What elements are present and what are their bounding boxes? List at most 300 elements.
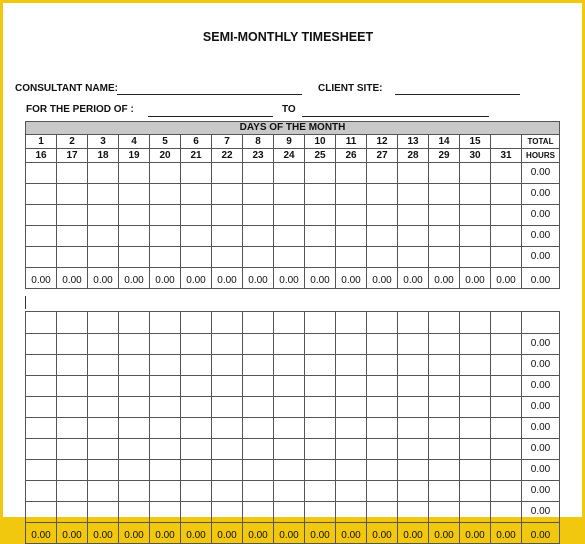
hours-cell[interactable] xyxy=(243,397,274,418)
hours-cell[interactable] xyxy=(119,397,150,418)
hours-cell[interactable] xyxy=(212,376,243,397)
day-number: 10 xyxy=(305,135,336,149)
hours-cell[interactable] xyxy=(367,334,398,355)
hours-cell[interactable] xyxy=(367,205,398,226)
column-total-cell: 0.00 xyxy=(181,268,212,289)
hours-cell[interactable] xyxy=(150,418,181,439)
hours-cell[interactable] xyxy=(150,355,181,376)
hours-cell[interactable] xyxy=(119,439,150,460)
hours-cell[interactable] xyxy=(119,376,150,397)
hours-cell[interactable] xyxy=(305,502,336,523)
hours-cell[interactable] xyxy=(119,184,150,205)
hours-cell[interactable] xyxy=(336,247,367,268)
hours-cell[interactable] xyxy=(274,439,305,460)
hours-cell[interactable] xyxy=(181,460,212,481)
hours-cell[interactable] xyxy=(150,184,181,205)
hours-cell[interactable] xyxy=(88,376,119,397)
hours-cell[interactable] xyxy=(57,481,88,502)
hours-cell[interactable] xyxy=(88,460,119,481)
hours-cell[interactable] xyxy=(212,226,243,247)
hours-cell[interactable] xyxy=(429,334,460,355)
hours-cell[interactable] xyxy=(336,205,367,226)
hours-cell[interactable] xyxy=(460,502,491,523)
hours-cell[interactable] xyxy=(57,226,88,247)
row-total-cell: 0.00 xyxy=(522,184,560,205)
hours-cell[interactable] xyxy=(491,163,522,184)
period-end-field[interactable] xyxy=(302,116,489,117)
hours-cell[interactable] xyxy=(181,226,212,247)
hours-cell[interactable] xyxy=(460,439,491,460)
period-label: FOR THE PERIOD OF : xyxy=(26,104,134,115)
column-total-cell: 0.00 xyxy=(367,268,398,289)
hours-cell[interactable] xyxy=(57,397,88,418)
hours-cell[interactable] xyxy=(367,312,398,334)
hours-cell[interactable] xyxy=(150,205,181,226)
entry-row xyxy=(26,163,560,184)
hours-cell[interactable] xyxy=(398,247,429,268)
hours-cell[interactable] xyxy=(181,334,212,355)
hours-cell[interactable] xyxy=(57,205,88,226)
hours-cell[interactable] xyxy=(88,205,119,226)
hours-cell[interactable] xyxy=(398,355,429,376)
hours-cell[interactable] xyxy=(150,247,181,268)
consultant-name-label: CONSULTANT NAME: xyxy=(15,83,118,94)
hours-cell[interactable] xyxy=(119,247,150,268)
hours-cell[interactable] xyxy=(305,184,336,205)
hours-cell[interactable] xyxy=(57,312,88,334)
hours-cell[interactable] xyxy=(367,226,398,247)
hours-cell[interactable] xyxy=(336,418,367,439)
hours-cell[interactable] xyxy=(398,376,429,397)
hours-cell[interactable] xyxy=(274,312,305,334)
hours-cell[interactable] xyxy=(212,460,243,481)
hours-cell[interactable] xyxy=(491,418,522,439)
entry-row xyxy=(26,439,560,460)
hours-cell[interactable] xyxy=(429,184,460,205)
hours-cell[interactable] xyxy=(119,334,150,355)
column-total-cell: 0.00 xyxy=(491,268,522,289)
column-total-cell: 0.00 xyxy=(398,268,429,289)
hours-cell[interactable] xyxy=(26,163,57,184)
hours-cell[interactable] xyxy=(26,481,57,502)
hours-cell[interactable] xyxy=(150,376,181,397)
hours-cell[interactable] xyxy=(88,481,119,502)
hours-cell[interactable] xyxy=(212,355,243,376)
column-total-cell: 0.00 xyxy=(274,268,305,289)
hours-cell[interactable] xyxy=(429,247,460,268)
hours-cell[interactable] xyxy=(460,397,491,418)
hours-cell[interactable] xyxy=(212,418,243,439)
period-start-field[interactable] xyxy=(148,116,273,117)
hours-cell[interactable] xyxy=(243,502,274,523)
hours-cell[interactable] xyxy=(212,439,243,460)
hours-cell[interactable] xyxy=(491,376,522,397)
day-numbers-row-2 xyxy=(26,149,560,163)
column-total-cell: 0.00 xyxy=(150,268,181,289)
hours-cell[interactable] xyxy=(305,247,336,268)
hours-cell[interactable] xyxy=(243,184,274,205)
page-title: SEMI-MONTHLY TIMESHEET xyxy=(202,30,374,44)
hours-cell[interactable] xyxy=(305,460,336,481)
hours-cell[interactable] xyxy=(181,481,212,502)
hours-cell[interactable] xyxy=(491,397,522,418)
hours-cell[interactable] xyxy=(460,247,491,268)
hours-cell[interactable] xyxy=(181,376,212,397)
hours-cell[interactable] xyxy=(88,226,119,247)
hours-cell[interactable] xyxy=(88,247,119,268)
hours-cell[interactable] xyxy=(88,312,119,334)
column-total-cell: 0.00 xyxy=(429,523,460,544)
hours-cell[interactable] xyxy=(119,163,150,184)
entry-row xyxy=(26,376,560,397)
total-header: TOTAL xyxy=(522,135,560,149)
hours-cell[interactable] xyxy=(460,460,491,481)
hours-cell[interactable] xyxy=(429,376,460,397)
hours-cell[interactable] xyxy=(88,184,119,205)
hours-cell[interactable] xyxy=(274,481,305,502)
hours-cell[interactable] xyxy=(491,247,522,268)
hours-cell[interactable] xyxy=(274,418,305,439)
hours-cell[interactable] xyxy=(491,312,522,334)
hours-cell[interactable] xyxy=(119,355,150,376)
hours-cell[interactable] xyxy=(181,502,212,523)
hours-cell[interactable] xyxy=(305,355,336,376)
hours-cell[interactable] xyxy=(243,355,274,376)
hours-cell[interactable] xyxy=(336,184,367,205)
hours-cell[interactable] xyxy=(57,418,88,439)
day-number: 29 xyxy=(429,149,460,163)
day-number: 22 xyxy=(212,149,243,163)
hours-cell[interactable] xyxy=(150,460,181,481)
hours-cell[interactable] xyxy=(367,247,398,268)
hours-cell[interactable] xyxy=(460,226,491,247)
hours-cell[interactable] xyxy=(181,247,212,268)
hours-cell[interactable] xyxy=(305,397,336,418)
row-total-cell: 0.00 xyxy=(522,355,560,376)
hours-cell[interactable] xyxy=(336,312,367,334)
hours-cell[interactable] xyxy=(150,163,181,184)
hours-cell[interactable] xyxy=(429,312,460,334)
column-total-cell: 0.00 xyxy=(398,523,429,544)
hours-cell[interactable] xyxy=(429,502,460,523)
hours-cell[interactable] xyxy=(460,481,491,502)
timesheet-grid-bottom xyxy=(25,311,560,544)
hours-cell[interactable] xyxy=(491,460,522,481)
hours-cell[interactable] xyxy=(26,502,57,523)
hours-cell[interactable] xyxy=(119,502,150,523)
hours-cell[interactable] xyxy=(367,397,398,418)
row-total-cell: 0.00 xyxy=(522,205,560,226)
day-number: 7 xyxy=(212,135,243,149)
day-number: 21 xyxy=(181,149,212,163)
hours-cell[interactable] xyxy=(26,247,57,268)
hours-cell[interactable] xyxy=(491,205,522,226)
hours-cell[interactable] xyxy=(181,312,212,334)
hours-cell[interactable] xyxy=(88,355,119,376)
consultant-name-field[interactable] xyxy=(117,94,302,95)
hours-cell[interactable] xyxy=(367,502,398,523)
hours-cell[interactable] xyxy=(243,247,274,268)
hours-cell[interactable] xyxy=(398,418,429,439)
hours-cell[interactable] xyxy=(460,418,491,439)
hours-cell[interactable] xyxy=(336,502,367,523)
hours-cell[interactable] xyxy=(57,334,88,355)
hours-cell[interactable] xyxy=(367,418,398,439)
hours-cell[interactable] xyxy=(26,418,57,439)
hours-cell[interactable] xyxy=(305,481,336,502)
hours-cell[interactable] xyxy=(88,397,119,418)
hours-cell[interactable] xyxy=(212,184,243,205)
hours-cell[interactable] xyxy=(460,376,491,397)
hours-cell[interactable] xyxy=(212,163,243,184)
hours-cell[interactable] xyxy=(243,205,274,226)
day-number: 24 xyxy=(274,149,305,163)
hours-cell[interactable] xyxy=(26,439,57,460)
hours-cell[interactable] xyxy=(429,226,460,247)
hours-cell[interactable] xyxy=(398,502,429,523)
hours-cell[interactable] xyxy=(119,226,150,247)
hours-cell[interactable] xyxy=(305,205,336,226)
hours-cell[interactable] xyxy=(212,481,243,502)
column-total-cell: 0.00 xyxy=(26,268,57,289)
hours-cell[interactable] xyxy=(26,334,57,355)
hours-cell[interactable] xyxy=(119,205,150,226)
hours-cell[interactable] xyxy=(150,439,181,460)
hours-cell[interactable] xyxy=(26,205,57,226)
hours-cell[interactable] xyxy=(460,184,491,205)
hours-cell[interactable] xyxy=(274,163,305,184)
hours-cell[interactable] xyxy=(429,205,460,226)
hours-cell[interactable] xyxy=(491,184,522,205)
hours-cell[interactable] xyxy=(367,460,398,481)
column-total-cell: 0.00 xyxy=(88,268,119,289)
hours-cell[interactable] xyxy=(460,312,491,334)
row-total-cell: 0.00 xyxy=(522,460,560,481)
hours-cell[interactable] xyxy=(274,460,305,481)
hours-cell[interactable] xyxy=(243,439,274,460)
hours-cell[interactable] xyxy=(305,334,336,355)
hours-cell[interactable] xyxy=(181,397,212,418)
hours-cell[interactable] xyxy=(57,163,88,184)
hours-cell[interactable] xyxy=(274,502,305,523)
hours-cell[interactable] xyxy=(274,247,305,268)
hours-cell[interactable] xyxy=(305,312,336,334)
hours-cell[interactable] xyxy=(88,439,119,460)
hours-cell[interactable] xyxy=(57,355,88,376)
hours-cell[interactable] xyxy=(243,460,274,481)
hours-cell[interactable] xyxy=(398,184,429,205)
hours-cell[interactable] xyxy=(26,226,57,247)
hours-cell[interactable] xyxy=(367,376,398,397)
day-number: 17 xyxy=(57,149,88,163)
hours-cell[interactable] xyxy=(57,376,88,397)
hours-cell[interactable] xyxy=(274,397,305,418)
timesheet-sheet xyxy=(3,3,582,541)
client-site-field[interactable] xyxy=(395,94,520,95)
hours-cell[interactable] xyxy=(398,481,429,502)
entry-row xyxy=(26,502,560,523)
hours-cell[interactable] xyxy=(243,334,274,355)
hours-cell[interactable] xyxy=(88,418,119,439)
hours-header: HOURS xyxy=(522,149,560,163)
row-total-cell: 0.00 xyxy=(522,163,560,184)
hours-cell[interactable] xyxy=(336,397,367,418)
day-number: 19 xyxy=(119,149,150,163)
row-total-cell: 0.00 xyxy=(522,376,560,397)
hours-cell[interactable] xyxy=(150,334,181,355)
hours-cell[interactable] xyxy=(460,163,491,184)
hours-cell[interactable] xyxy=(398,460,429,481)
hours-cell[interactable] xyxy=(305,376,336,397)
hours-cell[interactable] xyxy=(336,481,367,502)
entry-row xyxy=(26,355,560,376)
hours-cell[interactable] xyxy=(336,334,367,355)
hours-cell[interactable] xyxy=(491,334,522,355)
hours-cell[interactable] xyxy=(305,226,336,247)
column-total-cell: 0.00 xyxy=(26,523,57,544)
hours-cell[interactable] xyxy=(429,418,460,439)
hours-cell[interactable] xyxy=(274,184,305,205)
column-total-cell: 0.00 xyxy=(88,523,119,544)
hours-cell[interactable] xyxy=(243,312,274,334)
hours-cell[interactable] xyxy=(305,418,336,439)
hours-cell[interactable] xyxy=(305,439,336,460)
hours-cell[interactable] xyxy=(150,502,181,523)
hours-cell[interactable] xyxy=(57,460,88,481)
hours-cell[interactable] xyxy=(181,355,212,376)
hours-cell[interactable] xyxy=(274,376,305,397)
hours-cell[interactable] xyxy=(491,481,522,502)
hours-cell[interactable] xyxy=(429,460,460,481)
hours-cell[interactable] xyxy=(367,355,398,376)
day-number: 6 xyxy=(181,135,212,149)
hours-cell[interactable] xyxy=(336,376,367,397)
hours-cell[interactable] xyxy=(26,355,57,376)
hours-cell[interactable] xyxy=(429,397,460,418)
hours-cell[interactable] xyxy=(119,481,150,502)
column-total-cell: 0.00 xyxy=(150,523,181,544)
hours-cell[interactable] xyxy=(274,205,305,226)
hours-cell[interactable] xyxy=(367,184,398,205)
hours-cell[interactable] xyxy=(305,163,336,184)
column-total-cell: 0.00 xyxy=(119,268,150,289)
hours-cell[interactable] xyxy=(57,502,88,523)
hours-cell[interactable] xyxy=(491,439,522,460)
hours-cell[interactable] xyxy=(274,355,305,376)
hours-cell[interactable] xyxy=(336,460,367,481)
hours-cell[interactable] xyxy=(460,334,491,355)
hours-cell[interactable] xyxy=(336,355,367,376)
row-total-cell: 0.00 xyxy=(522,502,560,523)
hours-cell[interactable] xyxy=(26,460,57,481)
hours-cell[interactable] xyxy=(429,163,460,184)
hours-cell[interactable] xyxy=(150,226,181,247)
entry-row xyxy=(26,184,560,205)
day-number: 26 xyxy=(336,149,367,163)
hours-cell[interactable] xyxy=(460,355,491,376)
hours-cell[interactable] xyxy=(212,247,243,268)
hours-cell[interactable] xyxy=(398,163,429,184)
hours-cell[interactable] xyxy=(491,355,522,376)
hours-cell[interactable] xyxy=(88,334,119,355)
hours-cell[interactable] xyxy=(429,355,460,376)
hours-cell[interactable] xyxy=(212,205,243,226)
hours-cell[interactable] xyxy=(181,163,212,184)
hours-cell[interactable] xyxy=(367,163,398,184)
hours-cell[interactable] xyxy=(243,418,274,439)
hours-cell[interactable] xyxy=(212,334,243,355)
hours-cell[interactable] xyxy=(398,397,429,418)
hours-cell[interactable] xyxy=(181,439,212,460)
grid-divider xyxy=(25,296,26,309)
hours-cell[interactable] xyxy=(181,184,212,205)
hours-cell[interactable] xyxy=(212,502,243,523)
hours-cell[interactable] xyxy=(398,334,429,355)
hours-cell[interactable] xyxy=(26,312,57,334)
hours-cell[interactable] xyxy=(336,226,367,247)
entry-row xyxy=(26,312,560,334)
hours-cell[interactable] xyxy=(119,312,150,334)
hours-cell[interactable] xyxy=(88,163,119,184)
hours-cell[interactable] xyxy=(26,376,57,397)
hours-cell[interactable] xyxy=(429,439,460,460)
hours-cell[interactable] xyxy=(57,439,88,460)
hours-cell[interactable] xyxy=(119,418,150,439)
hours-cell[interactable] xyxy=(398,312,429,334)
hours-cell[interactable] xyxy=(243,376,274,397)
column-total-cell: 0.00 xyxy=(367,523,398,544)
day-number: 27 xyxy=(367,149,398,163)
hours-cell[interactable] xyxy=(336,163,367,184)
hours-cell[interactable] xyxy=(398,226,429,247)
hours-cell[interactable] xyxy=(57,247,88,268)
entry-row xyxy=(26,247,560,268)
day-numbers-row-1 xyxy=(26,135,560,149)
hours-cell[interactable] xyxy=(181,205,212,226)
hours-cell[interactable] xyxy=(398,205,429,226)
hours-cell[interactable] xyxy=(429,481,460,502)
hours-cell[interactable] xyxy=(212,397,243,418)
day-number: 30 xyxy=(460,149,491,163)
hours-cell[interactable] xyxy=(181,418,212,439)
hours-cell[interactable] xyxy=(491,502,522,523)
hours-cell[interactable] xyxy=(243,481,274,502)
hours-cell[interactable] xyxy=(243,226,274,247)
hours-cell[interactable] xyxy=(274,226,305,247)
hours-cell[interactable] xyxy=(367,439,398,460)
hours-cell[interactable] xyxy=(398,439,429,460)
hours-cell[interactable] xyxy=(150,481,181,502)
hours-cell[interactable] xyxy=(26,397,57,418)
hours-cell[interactable] xyxy=(367,481,398,502)
hours-cell[interactable] xyxy=(88,502,119,523)
hours-cell[interactable] xyxy=(336,439,367,460)
hours-cell[interactable] xyxy=(243,163,274,184)
column-total-cell: 0.00 xyxy=(522,523,560,544)
entry-row xyxy=(26,334,560,355)
hours-cell[interactable] xyxy=(150,397,181,418)
hours-cell[interactable] xyxy=(274,334,305,355)
day-number: 8 xyxy=(243,135,274,149)
hours-cell[interactable] xyxy=(26,184,57,205)
hours-cell[interactable] xyxy=(460,205,491,226)
hours-cell[interactable] xyxy=(212,312,243,334)
hours-cell[interactable] xyxy=(491,226,522,247)
column-total-cell: 0.00 xyxy=(522,268,560,289)
hours-cell[interactable] xyxy=(119,460,150,481)
hours-cell[interactable] xyxy=(150,312,181,334)
hours-cell[interactable] xyxy=(57,184,88,205)
